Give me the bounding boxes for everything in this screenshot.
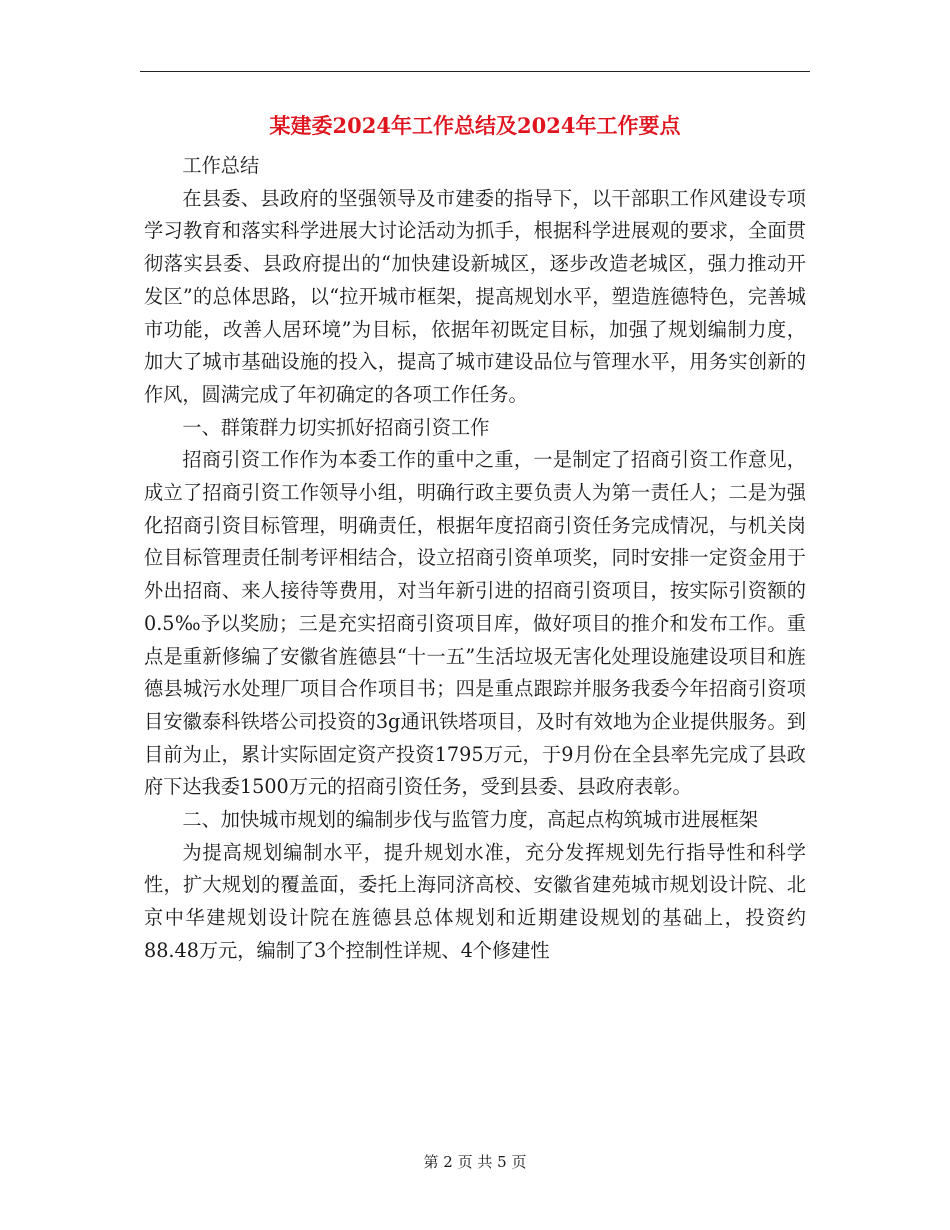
page-number-footer: 第 2 页 共 5 页 [423, 1153, 527, 1171]
document-body [144, 150, 806, 968]
document-title: 某建委2024年工作总结及2024年工作要点 [269, 113, 681, 138]
header-rule [140, 71, 810, 72]
paragraph-section-1-body: 招商引资工作作为本委工作的重中之重，一是制定了招商引资工作意见，成立了招商引资工作领导小组，明确行政主要负责人为第一责任人；二是为强化招商引资目标管理，明确责任，根据年度招商引资任务完成情况，与机关岗位目标管理责任制考评相结合，设立招商引资单项奖，同时安排一定资金用于外出招商、来人接待等费用，对当年新引进的招商引资项目，按实际引资额的0.5‰予以奖励；三是充实招商引资项目库，做好项目的推介和发布工作。重点是重新修编了安徽省旌德县“十一五”生活垃圾无害化处理设施建设项目和旌德县城污水处理厂项目合作项目书；四是重点跟踪并服务我委今年招商引资项目安徽泰科铁塔公司投资的3g通讯铁塔项目，及时有效地为企业提供服务。到目前为止，累计实际固定资产投资1795万元，于9月份在全县率先完成了县政府下达我委1500万元的招商引资任务，受到县委、县政府表彰。 [144, 448, 806, 799]
paragraph-summary-heading: 工作总结 [182, 154, 260, 177]
paragraph-section-2-heading: 二、加快城市规划的编制步伐与监管力度，高起点构筑城市进展框架 [182, 808, 759, 832]
paragraph-section-2-body: 为提高规划编制水平，提升规划水准，充分发挥规划先行指导性和科学性，扩大规划的覆盖面，委托上海同济高校、安徽省建苑城市规划设计院、北京中华建规划设计院在旌德县总体规划和近期建设规划的基础上，投资约88.48万元，编制了3个控制性详规、4个修建性 [144, 840, 806, 962]
paragraph-section-1-heading: 一、群策群力切实抓好招商引资工作 [182, 415, 490, 439]
paragraph-intro: 在县委、县政府的坚强领导及市建委的指导下，以干部职工作风建设专项学习教育和落实科学进展大讨论活动为抓手，根据科学进展观的要求，全面贯彻落实县委、县政府提出的“加快建设新城区，逐步改造老城区，强力推动开发区”的总体思路，以“拉开城市框架，提高规划水平，塑造旌德特色，完善城市功能，改善人居环境”为目标，依据年初既定目标，加强了规划编制力度，加大了城市基础设施的投入，提高了城市建设品位与管理水平，用务实创新的作风，圆满完成了年初确定的各项工作任务。 [144, 186, 806, 406]
